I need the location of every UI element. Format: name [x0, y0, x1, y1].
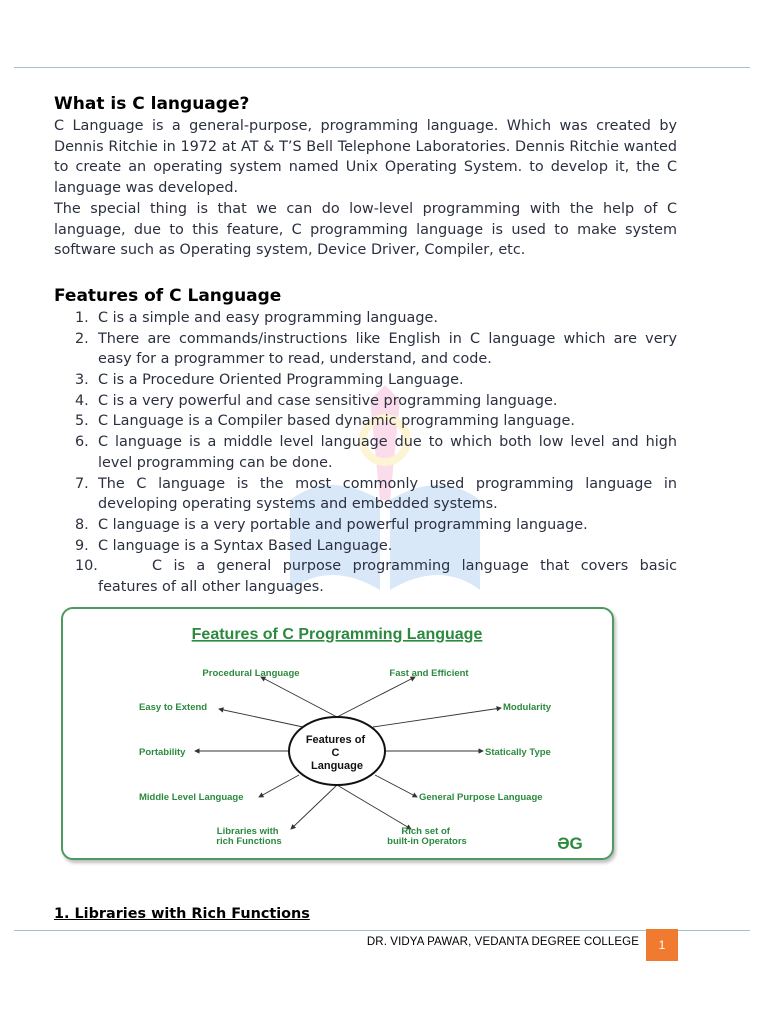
- label-procedural: Procedural Language: [202, 668, 300, 679]
- paragraph: The special thing is that we can do low-level programming with the help of C language, due to this feature, C programming language is used to make system software such as Operating system, Device Driver, Compiler, etc.: [54, 200, 677, 259]
- list-item: 4. C is a very powerful and case sensitive programming language.: [75, 392, 558, 409]
- footer-author: DR. VIDYA PAWAR, VEDANTA DEGREE COLLEGE: [366, 936, 639, 948]
- section-heading-what-is-c: What is C language?: [54, 94, 250, 114]
- footer-rule: [14, 930, 750, 931]
- paragraph: C Language is a general-purpose, programming language. Which was created by Dennis Ritchie in 1972 at AT & T’S Bell Telephone Laboratories. Dennis Ritchie wanted to create an operating system named Unix Operating System. to develop it, the C language was developed.: [54, 118, 677, 197]
- section-heading-features: Features of C Language: [54, 285, 282, 306]
- list-item: 2. There are commands/instructions like English in C language which are very easy for a programmer to read, understand, and code.: [75, 330, 677, 368]
- list-item: 6. C language is a middle level language due to which both low level and high level programming can be done.: [75, 434, 677, 471]
- label-general: General Purpose Language: [419, 792, 543, 803]
- list-item: 8. C language is a very portable and powerful programming language.: [75, 516, 588, 533]
- list-item: 9. C language is a Syntax Based Language.: [75, 537, 393, 554]
- list-item: 7. The C language is the most commonly used programming language in developing operating systems and embedded systems.: [75, 475, 677, 513]
- label-middle: Middle Level Language: [139, 792, 244, 803]
- label-libraries: Libraries with rich Functions: [216, 826, 282, 847]
- label-fast: Fast and Efficient: [389, 668, 469, 679]
- center-label: Features of C Language: [305, 734, 366, 772]
- page-number-badge: 1: [646, 929, 678, 961]
- features-list: [54, 308, 677, 598]
- logo-icon: ƏG: [557, 834, 583, 853]
- label-extend: Easy to Extend: [139, 702, 208, 713]
- list-item: 3. C is a Procedure Oriented Programming Language.: [75, 372, 464, 389]
- top-rule: [14, 67, 750, 68]
- label-richset: Rich set of built-in Operators: [387, 826, 467, 847]
- label-modularity: Modularity: [503, 702, 552, 713]
- features-diagram: [61, 607, 614, 860]
- list-item: 10. C is a general purpose programming language that covers basic features of all other languages.: [75, 558, 677, 596]
- document-body: [54, 92, 677, 598]
- subsection-heading: 1. Libraries with Rich Functions: [54, 906, 310, 922]
- list-item: 5. C Language is a Compiler based dynamic programming language.: [75, 413, 575, 430]
- list-item: 1. C is a simple and easy programming language.: [75, 309, 438, 326]
- label-static: Statically Type: [485, 747, 551, 758]
- diagram-title: Features of C Programming Language: [191, 626, 483, 643]
- label-portability: Portability: [139, 747, 186, 758]
